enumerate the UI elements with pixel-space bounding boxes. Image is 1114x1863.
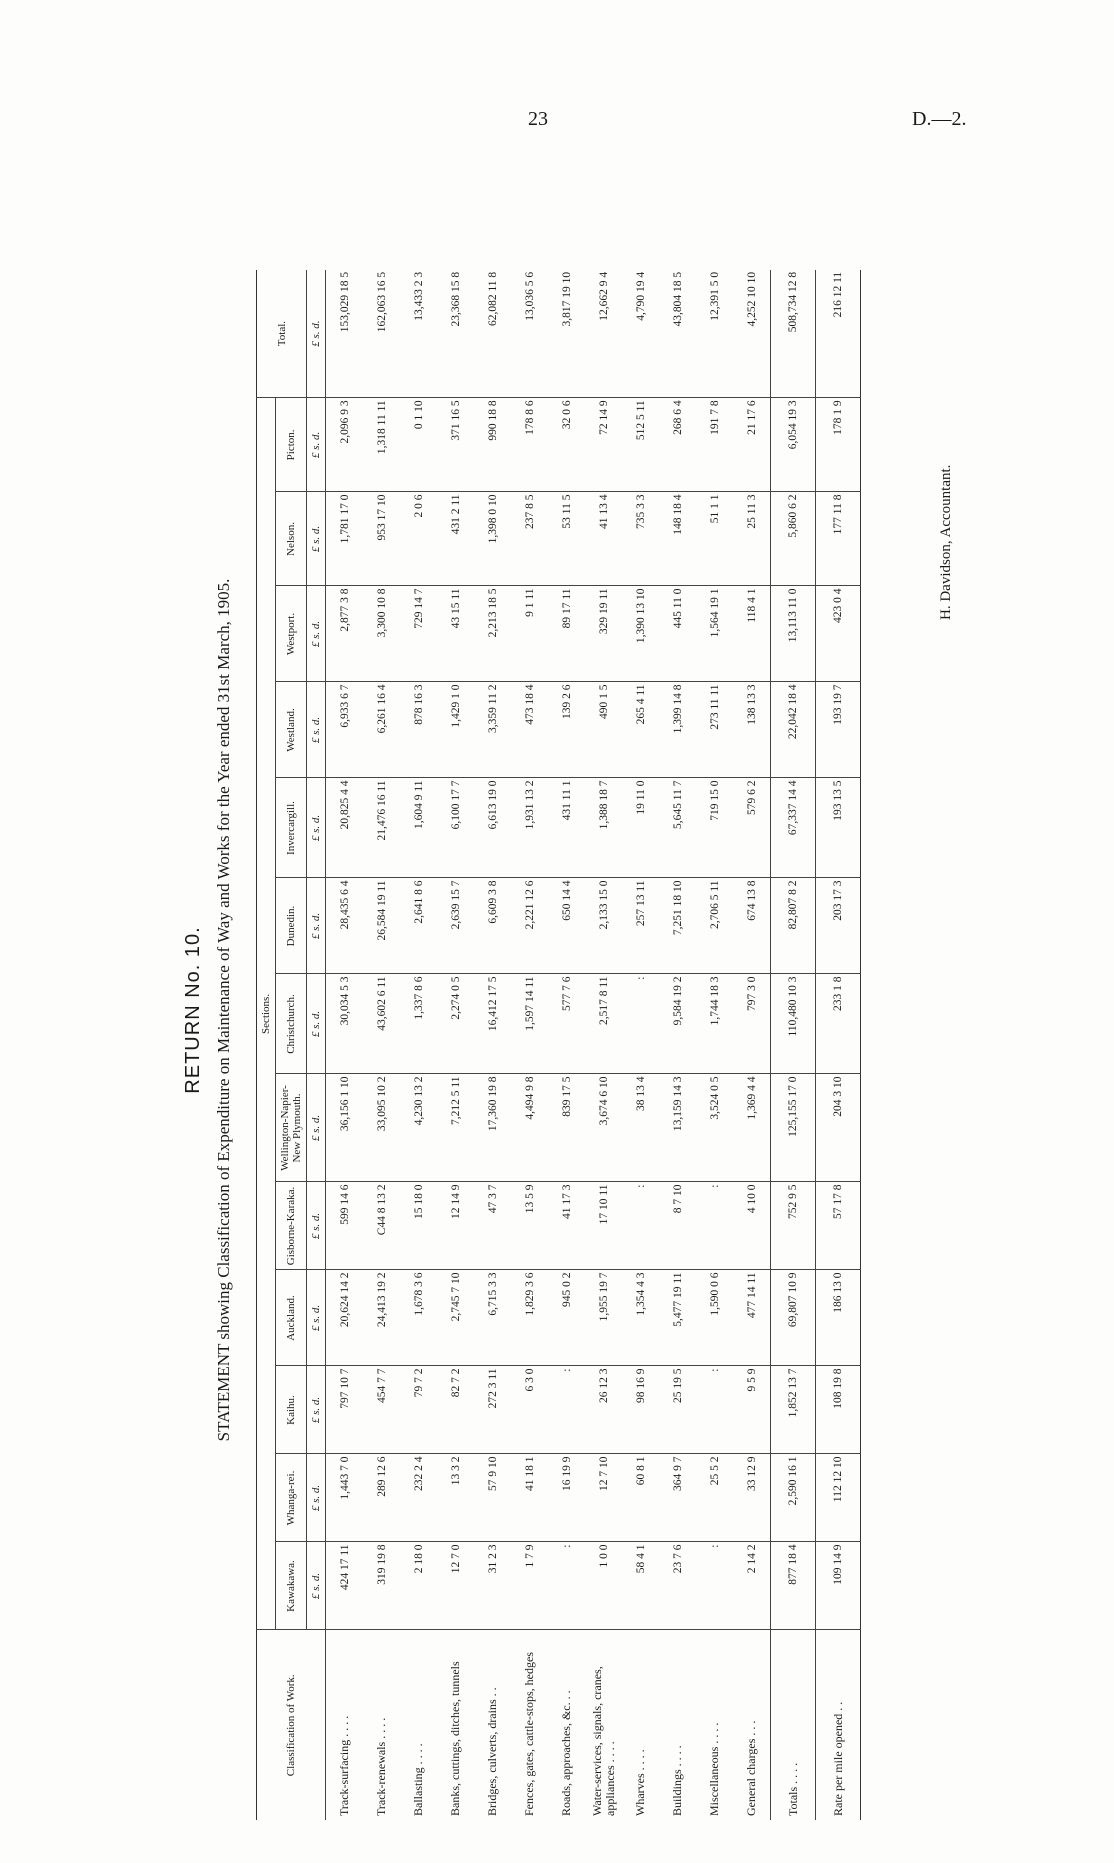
amount-cell: 177 11 8 xyxy=(816,492,861,586)
amount-cell: 2,641 8 6 xyxy=(400,878,437,974)
amount-cell: 118 4 1 xyxy=(733,586,771,682)
amount-cell: 1 0 0 xyxy=(585,1542,622,1630)
amount-cell: 364 9 7 xyxy=(659,1454,696,1542)
amount-cell: 797 3 0 xyxy=(733,974,771,1074)
rotated-page-content xyxy=(170,190,1110,1830)
row-label: Track-surfacing . . . . xyxy=(337,1715,351,1816)
total-cell: 62,082 11 8 xyxy=(474,270,511,398)
unit-header: £ s. d. xyxy=(307,270,326,398)
total-cell: 4,790 19 4 xyxy=(622,270,659,398)
amount-cell: 6 3 0 xyxy=(511,1366,548,1454)
section-header: Invercargill. xyxy=(276,778,307,878)
amount-cell: 148 18 4 xyxy=(659,492,696,586)
amount-cell: 30,034 5 3 xyxy=(326,974,364,1074)
total-cell: 4,252 10 10 xyxy=(733,270,771,398)
unit-header: £ s. d. xyxy=(307,1182,326,1270)
amount-cell: 319 19 8 xyxy=(363,1542,400,1630)
amount-cell: 1,398 0 10 xyxy=(474,492,511,586)
amount-cell: 5,645 11 7 xyxy=(659,778,696,878)
amount-cell: 1,829 3 6 xyxy=(511,1270,548,1366)
amount-cell: 193 19 7 xyxy=(816,682,861,778)
amount-cell: 26 12 3 xyxy=(585,1366,622,1454)
amount-cell: 2,590 16 1 xyxy=(771,1454,816,1542)
section-header: Kawakawa. xyxy=(276,1542,307,1630)
amount-cell: 13,113 11 0 xyxy=(771,586,816,682)
amount-cell: 139 2 6 xyxy=(548,682,585,778)
amount-cell: 650 14 4 xyxy=(548,878,585,974)
amount-cell: 237 8 5 xyxy=(511,492,548,586)
amount-cell: : xyxy=(696,1542,733,1630)
amount-cell: 20,825 4 4 xyxy=(326,778,364,878)
amount-cell: 6,715 3 3 xyxy=(474,1270,511,1366)
amount-cell: 2 14 2 xyxy=(733,1542,771,1630)
amount-cell: 3,359 11 2 xyxy=(474,682,511,778)
row-label: Miscellaneous . . . . xyxy=(707,1722,721,1816)
amount-cell: 233 1 8 xyxy=(816,974,861,1074)
unit-header: £ s. d. xyxy=(307,586,326,682)
amount-cell: 273 11 11 xyxy=(696,682,733,778)
amount-cell: 2,221 12 6 xyxy=(511,878,548,974)
unit-header: £ s. d. xyxy=(307,1542,326,1630)
amount-cell: 186 13 0 xyxy=(816,1270,861,1366)
amount-cell: 98 16 9 xyxy=(622,1366,659,1454)
amount-cell: 6,100 17 7 xyxy=(437,778,474,878)
amount-cell: 9 5 9 xyxy=(733,1366,771,1454)
unit-header: £ s. d. xyxy=(307,974,326,1074)
amount-cell: 57 9 10 xyxy=(474,1454,511,1542)
amount-cell: 20,624 14 2 xyxy=(326,1270,364,1366)
amount-cell: 265 4 11 xyxy=(622,682,659,778)
document-reference: D.—2. xyxy=(912,108,967,130)
section-header: Picton. xyxy=(276,398,307,492)
row-label: Totals . . . . xyxy=(771,1630,816,1820)
amount-cell: 2,639 15 7 xyxy=(437,878,474,974)
amount-cell: 17 10 11 xyxy=(585,1182,622,1270)
amount-cell: 1,781 17 0 xyxy=(326,492,364,586)
amount-cell: 26,584 19 11 xyxy=(363,878,400,974)
row-label: Ballasting . . . . xyxy=(411,1743,425,1816)
return-number-heading: RETURN No. 10. xyxy=(182,926,204,1094)
amount-cell: 203 17 3 xyxy=(816,878,861,974)
table-row xyxy=(548,270,585,1820)
total-cell: 508,734 12 8 xyxy=(771,270,816,398)
amount-cell: 17,360 19 8 xyxy=(474,1074,511,1182)
amount-cell: 41 17 3 xyxy=(548,1182,585,1270)
amount-cell: 289 12 6 xyxy=(363,1454,400,1542)
amount-cell: 6,609 3 8 xyxy=(474,878,511,974)
row-label: Bridges, culverts, drains . . xyxy=(485,1687,499,1816)
amount-cell: 110,480 10 3 xyxy=(771,974,816,1074)
amount-cell: 178 1 9 xyxy=(816,398,861,492)
amount-cell: 79 7 2 xyxy=(400,1366,437,1454)
amount-cell: 8 7 10 xyxy=(659,1182,696,1270)
unit-header: £ s. d. xyxy=(307,682,326,778)
amount-cell: : xyxy=(548,1542,585,1630)
amount-cell: 191 7 8 xyxy=(696,398,733,492)
amount-cell: 13 5 9 xyxy=(511,1182,548,1270)
amount-cell: 3,524 0 5 xyxy=(696,1074,733,1182)
amount-cell: : xyxy=(696,1182,733,1270)
amount-cell: 82,807 8 2 xyxy=(771,878,816,974)
amount-cell: 4,494 9 8 xyxy=(511,1074,548,1182)
unit-header: £ s. d. xyxy=(307,1366,326,1454)
amount-cell: 193 13 5 xyxy=(816,778,861,878)
amount-cell: 13 3 2 xyxy=(437,1454,474,1542)
amount-cell: 599 14 6 xyxy=(326,1182,364,1270)
amount-cell: 839 17 5 xyxy=(548,1074,585,1182)
amount-cell: 36,156 1 10 xyxy=(326,1074,364,1182)
total-cell: 3,817 19 10 xyxy=(548,270,585,398)
row-label: Fences, gates, cattle-stops, hedges xyxy=(522,1652,536,1816)
amount-cell: 990 18 8 xyxy=(474,398,511,492)
amount-cell: 2,096 9 3 xyxy=(326,398,364,492)
amount-cell: 1,429 1 0 xyxy=(437,682,474,778)
row-label: Roads, approaches, &c. . . xyxy=(559,1690,573,1816)
amount-cell: 579 6 2 xyxy=(733,778,771,878)
amount-cell: 138 13 3 xyxy=(733,682,771,778)
amount-cell: : xyxy=(622,974,659,1074)
amount-cell: 719 15 0 xyxy=(696,778,733,878)
amount-cell: 431 11 1 xyxy=(548,778,585,878)
amount-cell: C44 8 13 2 xyxy=(363,1182,400,1270)
amount-cell: 1 7 9 xyxy=(511,1542,548,1630)
table-row xyxy=(585,270,622,1820)
amount-cell: 22,042 18 4 xyxy=(771,682,816,778)
amount-cell: 108 19 8 xyxy=(816,1366,861,1454)
amount-cell: 9,584 19 2 xyxy=(659,974,696,1074)
section-header: Gisborne-Karaka. xyxy=(276,1182,307,1270)
amount-cell: 25 5 2 xyxy=(696,1454,733,1542)
amount-cell: 371 16 5 xyxy=(437,398,474,492)
amount-cell: 1,931 13 2 xyxy=(511,778,548,878)
amount-cell: 15 18 0 xyxy=(400,1182,437,1270)
amount-cell: 33,095 10 2 xyxy=(363,1074,400,1182)
amount-cell: 6,933 6 7 xyxy=(326,682,364,778)
amount-cell: 1,590 0 6 xyxy=(696,1270,733,1366)
unit-header: £ s. d. xyxy=(307,492,326,586)
table-row xyxy=(659,270,696,1820)
amount-cell: 1,354 4 3 xyxy=(622,1270,659,1366)
section-header: Westland. xyxy=(276,682,307,778)
amount-cell: 1,390 13 10 xyxy=(622,586,659,682)
amount-cell: 877 18 4 xyxy=(771,1542,816,1630)
amount-cell: 112 12 10 xyxy=(816,1454,861,1542)
amount-cell: 25 11 3 xyxy=(733,492,771,586)
amount-cell: 6,261 16 4 xyxy=(363,682,400,778)
amount-cell: 1,597 14 11 xyxy=(511,974,548,1074)
accountant-signature: H. Davidson, Accountant. xyxy=(938,464,954,620)
table-row xyxy=(363,270,400,1820)
amount-cell: 2 0 6 xyxy=(400,492,437,586)
statement-title: STATEMENT showing Classification of Expenditure on Maintenance of Way and Works for the Year ended 31st March, 1905. xyxy=(214,578,233,1442)
amount-cell: 674 13 8 xyxy=(733,878,771,974)
amount-cell: 2,877 3 8 xyxy=(326,586,364,682)
section-header: Nelson. xyxy=(276,492,307,586)
amount-cell: 24,413 19 2 xyxy=(363,1270,400,1366)
row-label: Track-renewals . . . . xyxy=(374,1717,388,1816)
amount-cell: 735 3 3 xyxy=(622,492,659,586)
amount-cell: 6,613 19 0 xyxy=(474,778,511,878)
table-row xyxy=(622,270,659,1820)
amount-cell: 2,133 15 0 xyxy=(585,878,622,974)
amount-cell: 82 7 2 xyxy=(437,1366,474,1454)
amount-cell: 4 10 0 xyxy=(733,1182,771,1270)
amount-cell: 12 14 9 xyxy=(437,1182,474,1270)
amount-cell: 1,369 4 4 xyxy=(733,1074,771,1182)
amount-cell: 23 7 6 xyxy=(659,1542,696,1630)
amount-cell: 178 8 6 xyxy=(511,398,548,492)
amount-cell: 25 19 5 xyxy=(659,1366,696,1454)
amount-cell: 512 5 11 xyxy=(622,398,659,492)
amount-cell: 19 11 0 xyxy=(622,778,659,878)
amount-cell: 41 18 1 xyxy=(511,1454,548,1542)
amount-cell: 2,274 0 5 xyxy=(437,974,474,1074)
amount-cell: 53 11 5 xyxy=(548,492,585,586)
amount-cell: 878 16 3 xyxy=(400,682,437,778)
amount-cell: 423 0 4 xyxy=(816,586,861,682)
amount-cell: 3,674 6 10 xyxy=(585,1074,622,1182)
amount-cell: : xyxy=(548,1366,585,1454)
amount-cell: 1,388 18 7 xyxy=(585,778,622,878)
amount-cell: 41 13 4 xyxy=(585,492,622,586)
total-cell: 153,029 18 5 xyxy=(326,270,364,398)
amount-cell: 431 2 11 xyxy=(437,492,474,586)
amount-cell: 21 17 6 xyxy=(733,398,771,492)
row-label: Banks, cuttings, ditches, tunnels xyxy=(448,1661,462,1816)
amount-cell: 9 1 11 xyxy=(511,586,548,682)
amount-cell: 445 11 0 xyxy=(659,586,696,682)
section-header: Kaihu. xyxy=(276,1366,307,1454)
unit-header: £ s. d. xyxy=(307,878,326,974)
amount-cell: 51 1 1 xyxy=(696,492,733,586)
amount-cell: 232 2 4 xyxy=(400,1454,437,1542)
amount-cell: 2,706 5 11 xyxy=(696,878,733,974)
amount-cell: 7,212 5 11 xyxy=(437,1074,474,1182)
table-row xyxy=(511,270,548,1820)
amount-cell: 1,564 19 1 xyxy=(696,586,733,682)
amount-cell: 43,602 6 11 xyxy=(363,974,400,1074)
amount-cell: 454 7 7 xyxy=(363,1366,400,1454)
total-cell: 43,804 18 5 xyxy=(659,270,696,398)
amount-cell: 1,604 9 11 xyxy=(400,778,437,878)
amount-cell: 945 0 2 xyxy=(548,1270,585,1366)
amount-cell: 953 17 10 xyxy=(363,492,400,586)
amount-cell: 33 12 9 xyxy=(733,1454,771,1542)
amount-cell: 1,852 13 7 xyxy=(771,1366,816,1454)
amount-cell: 32 0 6 xyxy=(548,398,585,492)
row-label: Wharves . . . . xyxy=(633,1749,647,1816)
amount-cell: 21,476 16 11 xyxy=(363,778,400,878)
amount-cell: 2,213 18 5 xyxy=(474,586,511,682)
amount-cell: 1,678 3 6 xyxy=(400,1270,437,1366)
amount-cell: 43 15 11 xyxy=(437,586,474,682)
row-label: Buildings . . . . xyxy=(670,1745,684,1816)
row-label: Water-services, signals, cranes, appliances . . . . xyxy=(589,1666,617,1816)
amount-cell: 6,054 19 3 xyxy=(771,398,816,492)
amount-cell: 2 18 0 xyxy=(400,1542,437,1630)
amount-cell: 12 7 0 xyxy=(437,1542,474,1630)
total-cell: 12,662 9 4 xyxy=(585,270,622,398)
table-row xyxy=(437,270,474,1820)
amount-cell: 797 10 7 xyxy=(326,1366,364,1454)
total-cell: 12,391 5 0 xyxy=(696,270,733,398)
amount-cell: : xyxy=(622,1182,659,1270)
amount-cell: 89 17 11 xyxy=(548,586,585,682)
total-cell: 23,368 15 8 xyxy=(437,270,474,398)
page-number: 23 xyxy=(528,108,548,130)
totals-row xyxy=(771,270,816,1820)
section-header: Auckland. xyxy=(276,1270,307,1366)
amount-cell: 109 14 9 xyxy=(816,1542,861,1630)
amount-cell: 47 3 7 xyxy=(474,1182,511,1270)
unit-header: £ s. d. xyxy=(307,778,326,878)
unit-header: £ s. d. xyxy=(307,1270,326,1366)
section-header: Christchurch. xyxy=(276,974,307,1074)
total-cell: 216 12 11 xyxy=(816,270,861,398)
section-header: Whanga-rei. xyxy=(276,1454,307,1542)
amount-cell: 7,251 18 10 xyxy=(659,878,696,974)
total-cell: 13,433 2 3 xyxy=(400,270,437,398)
amount-cell: 16,412 17 5 xyxy=(474,974,511,1074)
table-row xyxy=(326,270,364,1820)
amount-cell: 3,300 10 8 xyxy=(363,586,400,682)
row-label: Rate per mile opened . . xyxy=(816,1630,861,1820)
amount-cell: 4,230 13 2 xyxy=(400,1074,437,1182)
amount-cell: 477 14 11 xyxy=(733,1270,771,1366)
amount-cell: 125,155 17 0 xyxy=(771,1074,816,1182)
amount-cell: 5,477 19 11 xyxy=(659,1270,696,1366)
row-label: General charges . . . xyxy=(744,1720,758,1816)
amount-cell: 13,159 14 3 xyxy=(659,1074,696,1182)
rate-row xyxy=(816,270,861,1820)
table-row xyxy=(733,270,771,1820)
amount-cell: 577 7 6 xyxy=(548,974,585,1074)
amount-cell: 12 7 10 xyxy=(585,1454,622,1542)
amount-cell: 268 6 4 xyxy=(659,398,696,492)
amount-cell: 69,807 10 9 xyxy=(771,1270,816,1366)
unit-header: £ s. d. xyxy=(307,1454,326,1542)
amount-cell: : xyxy=(696,1366,733,1454)
amount-cell: 5,860 6 2 xyxy=(771,492,816,586)
amount-cell: 60 8 1 xyxy=(622,1454,659,1542)
amount-cell: 28,435 6 4 xyxy=(326,878,364,974)
amount-cell: 424 17 11 xyxy=(326,1542,364,1630)
amount-cell: 2,517 8 11 xyxy=(585,974,622,1074)
amount-cell: 0 1 10 xyxy=(400,398,437,492)
section-header: Westport. xyxy=(276,586,307,682)
total-header: Total. xyxy=(257,270,307,398)
amount-cell: 1,337 8 6 xyxy=(400,974,437,1074)
unit-header: £ s. d. xyxy=(307,1074,326,1182)
unit-header: £ s. d. xyxy=(307,398,326,492)
amount-cell: 473 18 4 xyxy=(511,682,548,778)
amount-cell: 72 14 9 xyxy=(585,398,622,492)
amount-cell: 329 19 11 xyxy=(585,586,622,682)
amount-cell: 1,399 14 8 xyxy=(659,682,696,778)
section-header: Dunedin. xyxy=(276,878,307,974)
expenditure-table xyxy=(256,270,861,1820)
table-row xyxy=(400,270,437,1820)
classification-header: Classification of Work. xyxy=(257,1630,326,1820)
section-header: Wellington-Napier-New Plymouth. xyxy=(276,1074,307,1182)
amount-cell: 257 13 11 xyxy=(622,878,659,974)
amount-cell: 1,318 11 11 xyxy=(363,398,400,492)
amount-cell: 490 1 5 xyxy=(585,682,622,778)
amount-cell: 1,744 18 3 xyxy=(696,974,733,1074)
total-cell: 162,063 16 5 xyxy=(363,270,400,398)
amount-cell: 67,337 14 4 xyxy=(771,778,816,878)
amount-cell: 38 13 4 xyxy=(622,1074,659,1182)
total-cell: 13,036 5 6 xyxy=(511,270,548,398)
sections-header: Sections. xyxy=(257,398,276,1630)
amount-cell: 752 9 5 xyxy=(771,1182,816,1270)
amount-cell: 1,955 19 7 xyxy=(585,1270,622,1366)
amount-cell: 31 2 3 xyxy=(474,1542,511,1630)
table-row xyxy=(474,270,511,1820)
table-row xyxy=(696,270,733,1820)
amount-cell: 16 19 9 xyxy=(548,1454,585,1542)
amount-cell: 204 3 10 xyxy=(816,1074,861,1182)
amount-cell: 1,443 7 0 xyxy=(326,1454,364,1542)
amount-cell: 272 3 11 xyxy=(474,1366,511,1454)
amount-cell: 57 17 8 xyxy=(816,1182,861,1270)
amount-cell: 729 14 7 xyxy=(400,586,437,682)
amount-cell: 58 4 1 xyxy=(622,1542,659,1630)
amount-cell: 2,745 7 10 xyxy=(437,1270,474,1366)
